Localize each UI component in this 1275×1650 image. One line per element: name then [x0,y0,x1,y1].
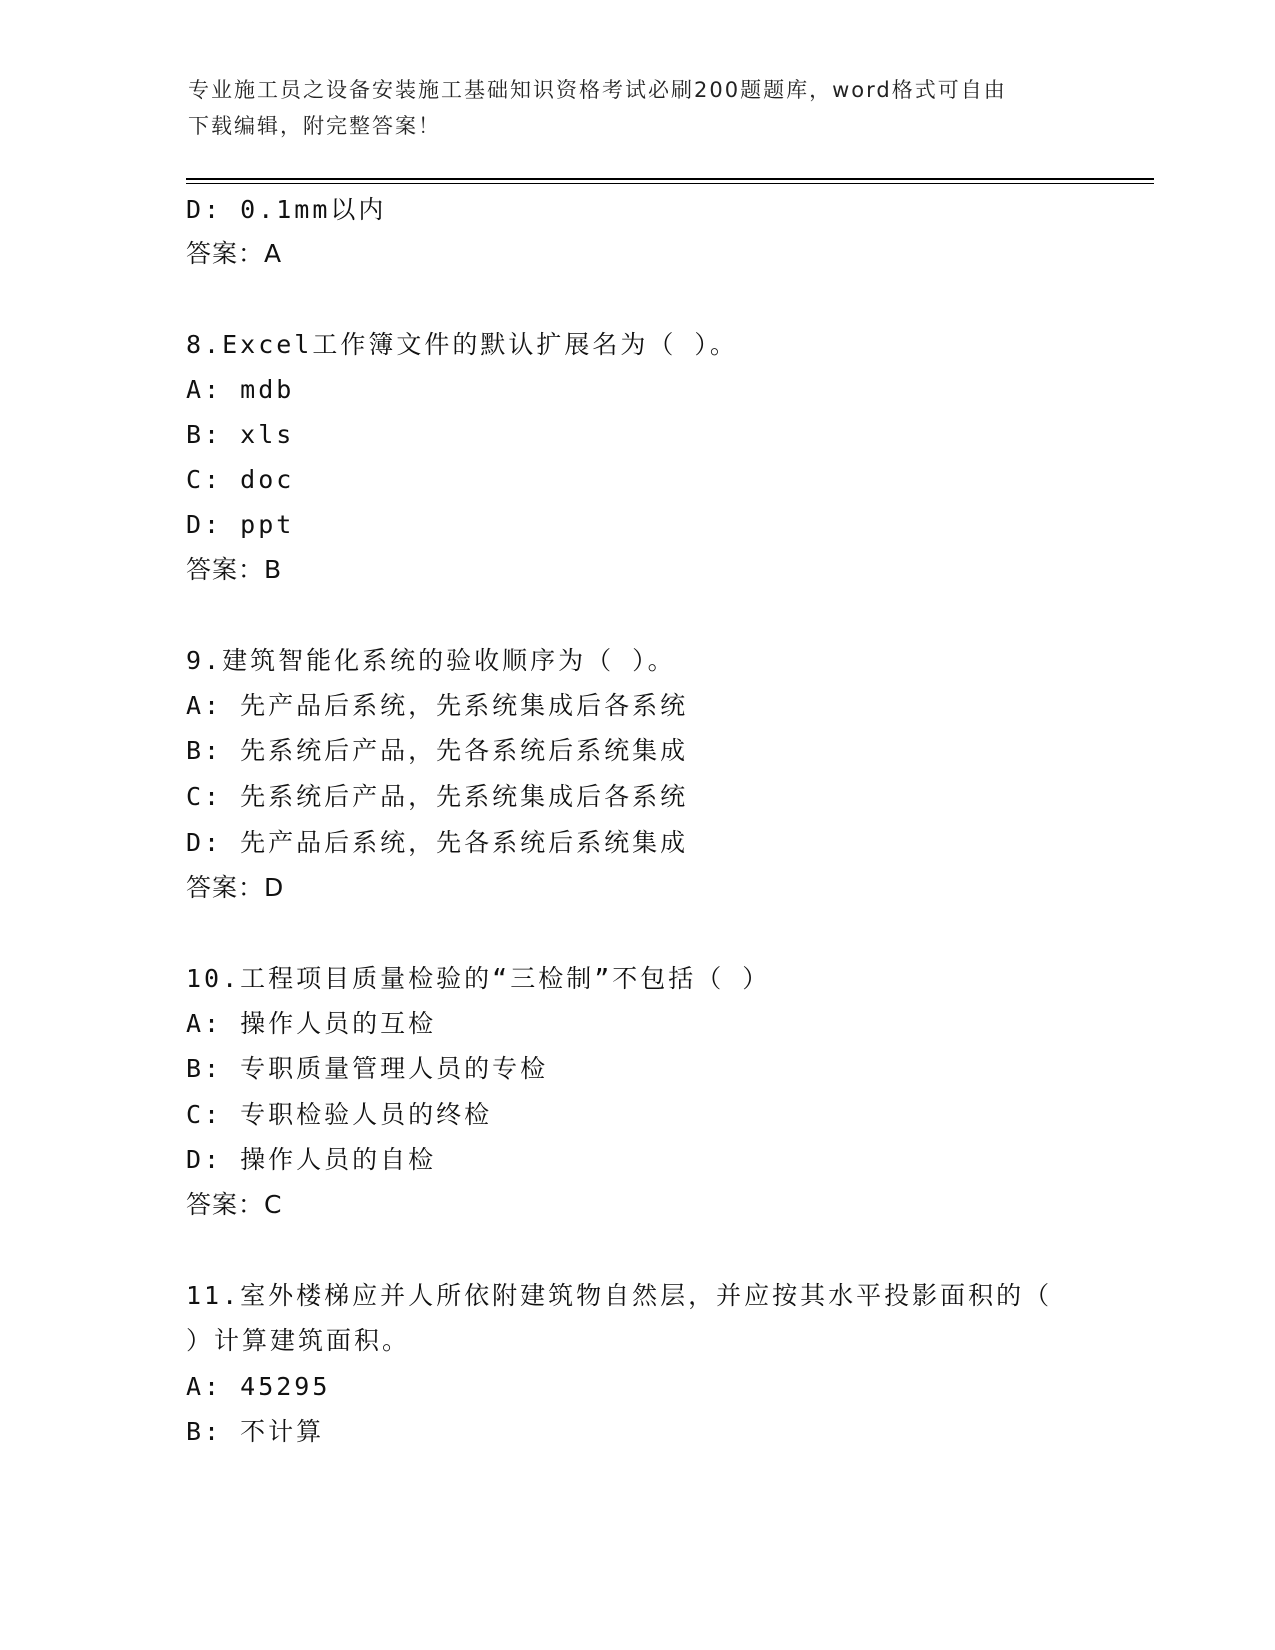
q10-option-d: D: 操作人员的自检 [186,1145,437,1174]
q10-option-b: B: 专职质量管理人员的专检 [186,1054,549,1083]
q11-option-b: B: 不计算 [186,1417,325,1446]
q8-option-a: A: mdb [186,375,295,404]
q8-question: 8.Excel工作簿文件的默认扩展名为（ ）。 [186,330,738,359]
q9-option-b: B: 先系统后产品，先各系统后系统集成 [186,736,689,765]
q8-option-c: C: doc [186,465,295,494]
q8-option-b: B: xls [186,420,295,449]
q7-answer: 答案：A [186,239,283,268]
q10-answer: 答案：C [186,1190,283,1219]
header-text-line-1: 专业施工员之设备安装施工基础知识资格考试必刷200题题库，word格式可自由 [188,78,1007,102]
header-divider-bottom [186,183,1154,184]
q8-option-d: D: ppt [186,510,295,539]
q8-answer: 答案：B [186,555,283,584]
q11-question-line-1: 11.室外楼梯应并人所依附建筑物自然层，并应按其水平投影面积的（ [186,1281,1053,1310]
q10-option-c: C: 专职检验人员的终检 [186,1100,493,1129]
q9-option-a: A: 先产品后系统，先系统集成后各系统 [186,691,689,720]
q9-answer: 答案：D [186,873,285,902]
q11-option-a: A: 45295 [186,1372,331,1401]
header-divider-top [186,178,1154,180]
q7-option-d: D: 0.1mm以内 [186,195,387,224]
q9-option-c: C: 先系统后产品，先系统集成后各系统 [186,782,689,811]
q10-question: 10.工程项目质量检验的“三检制”不包括（ ） [186,964,771,993]
q11-question-line-2: ）计算建筑面积。 [186,1326,411,1355]
q9-option-d: D: 先产品后系统，先各系统后系统集成 [186,828,689,857]
document-header [188,72,1068,144]
header-text-line-2: 下载编辑，附完整答案！ [188,114,441,138]
q10-option-a: A: 操作人员的互检 [186,1009,437,1038]
q9-question: 9.建筑智能化系统的验收顺序为（ ）。 [186,646,676,675]
